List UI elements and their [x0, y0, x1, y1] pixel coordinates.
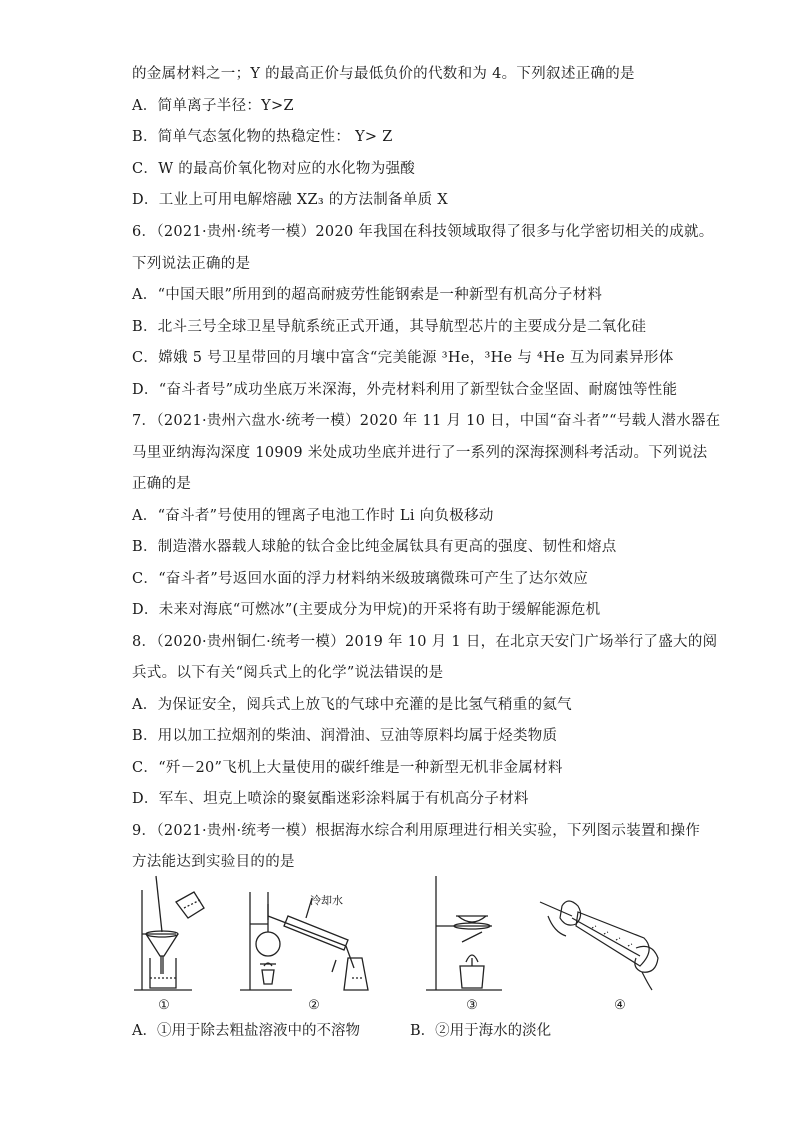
option-line: A．为保证安全，阅兵式上放飞的气球中充灌的是比氢气稍重的氦气: [132, 697, 572, 713]
figure-label: ①: [158, 998, 170, 1013]
question-9-stem: 9．（2021·贵州·统考一模）根据海水综合利用原理进行相关实验，下列图示装置和操作: [132, 823, 701, 839]
option-line: C．W 的最高价氧化物对应的水化物为强酸: [132, 161, 416, 177]
option-line: B．用以加工拉烟剂的柴油、润滑油、豆油等原料均属于烃类物质: [132, 728, 558, 744]
option-line: A．简单离子半径：Y>Z: [132, 98, 294, 114]
question-8-stem-cont: 兵式。以下有关“阅兵式上的化学”说法错误的是: [132, 665, 444, 681]
option-line: C．“歼－20”飞机上大量使用的碳纤维是一种新型无机非金属材料: [132, 760, 563, 776]
question-9-stem-cont: 方法能达到实验目的的是: [132, 854, 295, 870]
separatory-funnel-figure: [532, 872, 662, 1013]
question-6-stem-cont: 下列说法正确的是: [132, 256, 251, 272]
option-line: D．军车、坦克上喷涂的聚氨酯迷彩涂料属于有机高分子材料: [132, 791, 529, 807]
distillation-apparatus-figure: [236, 872, 396, 1013]
question-8-stem: 8．（2020·贵州铜仁·统考一模）2019 年 10 月 1 日，在北京天安门广场举行了盛大的阅: [132, 634, 718, 650]
question-6-stem: 6．（2021·贵州·统考一模）2020 年我国在科技领域取得了很多与化学密切相关的成就。: [132, 224, 714, 240]
filtration-apparatus-figure: [132, 872, 212, 1013]
option-line: A．“中国天眼”所用到的超高耐疲劳性能钢索是一种新型有机高分子材料: [132, 287, 603, 303]
option-a: A．①用于除去粗盐溶液中的不溶物: [132, 1023, 360, 1039]
figure-label: ②: [308, 998, 320, 1013]
option-line: D．未来对海底“可燃冰”(主要成分为甲烷)的开采将有助于缓解能源危机: [132, 602, 601, 618]
evaporation-apparatus-figure: [422, 872, 512, 1013]
question-9-options: [132, 1021, 672, 1041]
option-line: B．简单气态氢化物的热稳定性： Y> Z: [132, 129, 393, 145]
option-line: C．嫦娥 5 号卫星带回的月壤中富含“完美能源 ³He，³He 与 ⁴He 互为同素异形体: [132, 350, 674, 366]
text-line: 的金属材料之一；Y 的最高正价与最低负价的代数和为 4。下列叙述正确的是: [132, 66, 635, 82]
option-line: D．“奋斗者号”成功坐底万米深海，外壳材料利用了新型钛合金坚固、耐腐蚀等性能: [132, 382, 678, 398]
option-b: B．②用于海水的淡化: [410, 1023, 552, 1039]
option-line: C．“奋斗者”号返回水面的浮力材料纳米级玻璃微珠可产生了达尔效应: [132, 571, 589, 587]
cooling-water-label: 冷却水: [310, 894, 343, 907]
figure-label: ③: [466, 998, 478, 1013]
question-7-stem-cont: 马里亚纳海沟深度 10909 米处成功坐底并进行了一系列的深海探测科考活动。下列说法: [132, 445, 708, 461]
option-line: D．工业上可用电解熔融 XZ₃ 的方法制备单质 X: [132, 192, 448, 208]
figure-label: ④: [614, 998, 626, 1013]
option-line: B．制造潜水器载人球舱的钛合金比纯金属钛具有更高的强度、韧性和熔点: [132, 539, 617, 555]
question-7-stem: 7．（2021·贵州六盘水·统考一模）2020 年 11 月 10 日，中国“奋斗者”“号载人潜水器在: [132, 413, 721, 429]
option-line: A．“奋斗者”号使用的锂离子电池工作时 Li 向负极移动: [132, 508, 494, 524]
option-line: B．北斗三号全球卫星导航系统正式开通，其导航型芯片的主要成分是二氧化硅: [132, 319, 647, 335]
apparatus-figures: [132, 872, 672, 1022]
question-7-stem-cont: 正确的是: [132, 476, 192, 492]
